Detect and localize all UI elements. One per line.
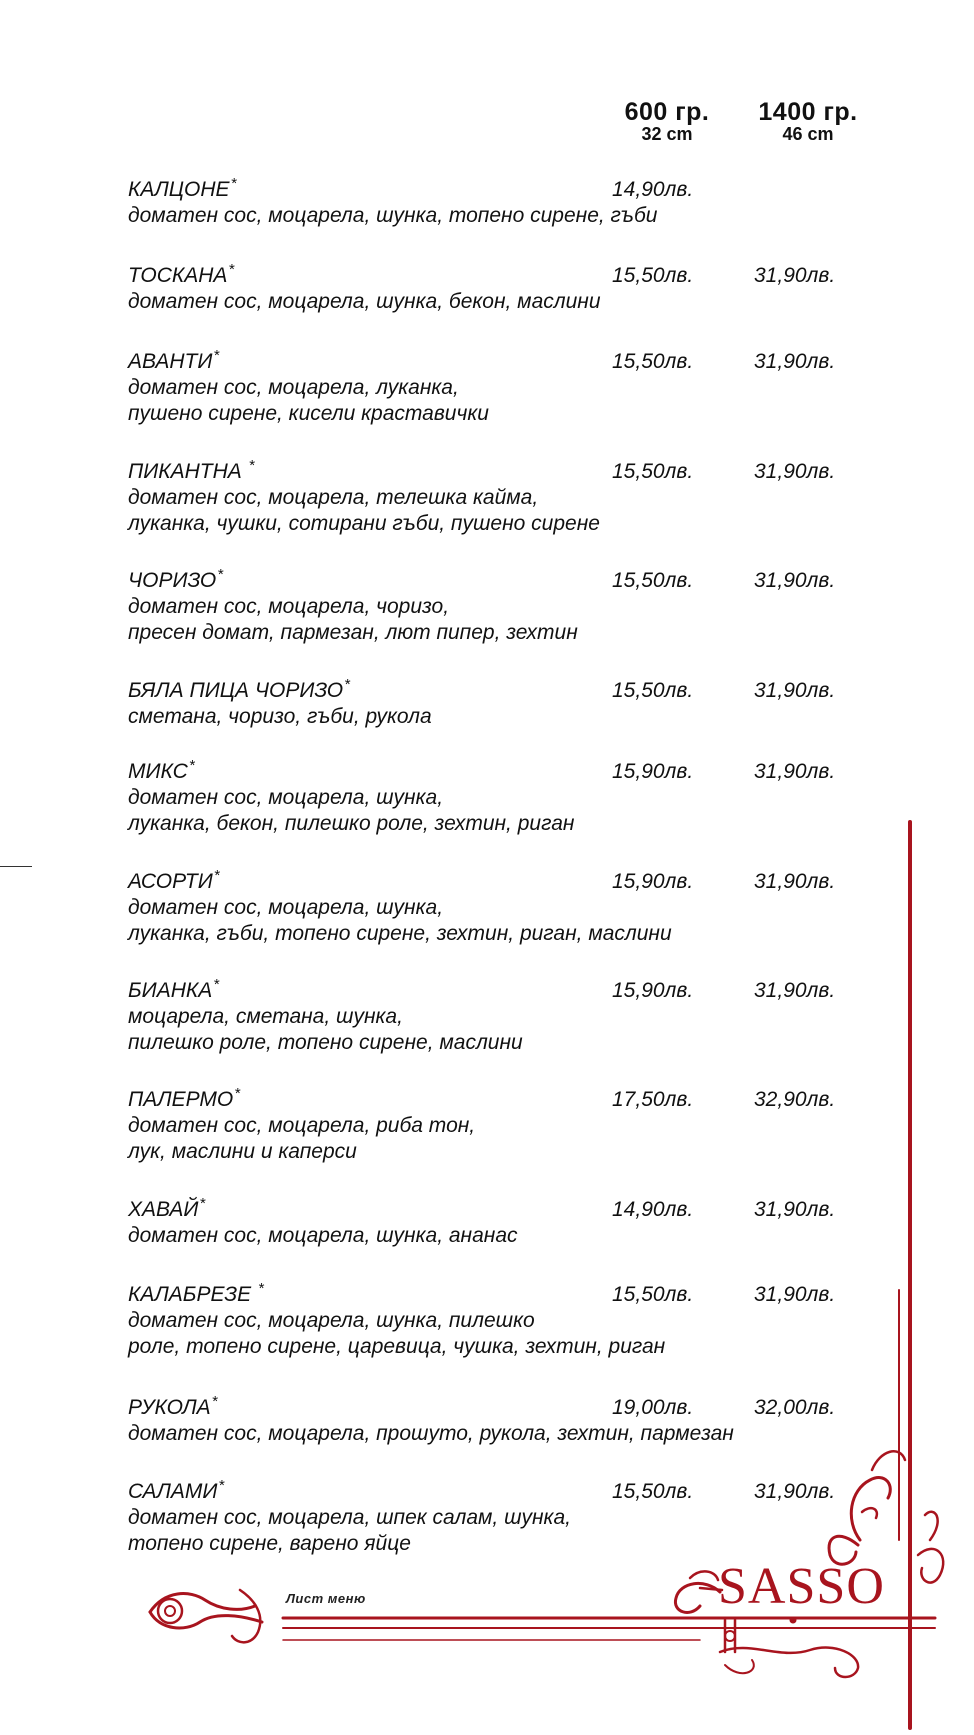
margin-tick bbox=[0, 866, 32, 867]
item-description: пилешко роле, топено сирене, маслини bbox=[128, 1031, 523, 1054]
item-description: пресен домат, пармезан, лют пипер, зехтин bbox=[128, 621, 578, 644]
item-description: доматен сос, моцарела, шунка, пилешко bbox=[128, 1309, 535, 1332]
item-description: доматен сос, моцарела, шунка, бекон, маслини bbox=[128, 290, 601, 313]
price-small: 15,90лв. bbox=[612, 760, 694, 783]
price-large: 32,00лв. bbox=[754, 1396, 836, 1419]
price-small: 15,50лв. bbox=[612, 1480, 694, 1503]
item-name: ПАЛЕРМО* bbox=[128, 1085, 241, 1111]
item-name: БИАНКА* bbox=[128, 976, 220, 1002]
item-description: доматен сос, моцарела, шунка, bbox=[128, 786, 444, 809]
menu-item bbox=[128, 349, 868, 427]
price-small: 15,50лв. bbox=[612, 264, 694, 287]
price-large: 31,90лв. bbox=[754, 1480, 836, 1503]
item-description: роле, топено сирене, царевица, чушка, зехтин, риган bbox=[128, 1335, 666, 1358]
item-description: доматен сос, моцарела, шунка, топено сирене, гъби bbox=[128, 204, 658, 227]
price-small: 15,50лв. bbox=[612, 679, 694, 702]
price-large: 31,90лв. bbox=[754, 569, 836, 592]
item-name: МИКС* bbox=[128, 757, 195, 783]
size-weight: 1400 гр. bbox=[758, 98, 858, 126]
item-name: ЧОРИЗО* bbox=[128, 566, 224, 592]
item-description: лук, маслини и каперси bbox=[128, 1140, 357, 1163]
price-small: 15,50лв. bbox=[612, 350, 694, 373]
price-large: 31,90лв. bbox=[754, 1283, 836, 1306]
price-small: 15,90лв. bbox=[612, 870, 694, 893]
price-large: 31,90лв. bbox=[754, 870, 836, 893]
item-name: БЯЛА ПИЦА ЧОРИЗО* bbox=[128, 676, 350, 702]
item-description: топено сирене, варено яйце bbox=[128, 1532, 411, 1555]
price-large: 31,90лв. bbox=[754, 1198, 836, 1221]
menu-item bbox=[128, 1197, 868, 1249]
price-large: 31,90лв. bbox=[754, 979, 836, 1002]
price-small: 15,50лв. bbox=[612, 1283, 694, 1306]
menu-item bbox=[128, 978, 868, 1056]
size-header-small bbox=[612, 99, 722, 143]
price-large: 31,90лв. bbox=[754, 460, 836, 483]
menu-item bbox=[128, 1479, 868, 1557]
price-large: 31,90лв. bbox=[754, 679, 836, 702]
item-description: доматен сос, моцарела, телешка кайма, bbox=[128, 486, 539, 509]
size-diameter: 46 cm bbox=[782, 124, 834, 144]
menu-item bbox=[128, 1087, 868, 1165]
corner-swirl bbox=[918, 1549, 943, 1583]
item-name: ХАВАЙ* bbox=[128, 1195, 206, 1221]
menu-item bbox=[128, 678, 868, 730]
size-diameter: 32 cm bbox=[641, 124, 693, 144]
price-small: 15,90лв. bbox=[612, 979, 694, 1002]
menu-item bbox=[128, 869, 868, 947]
price-small: 17,50лв. bbox=[612, 1088, 694, 1111]
price-large: 32,90лв. bbox=[754, 1088, 836, 1111]
item-name: КАЛЦОНЕ* bbox=[128, 175, 237, 201]
item-name: АВАНТИ* bbox=[128, 347, 220, 373]
menu-item bbox=[128, 263, 868, 315]
item-description: доматен сос, моцарела, шунка, bbox=[128, 896, 444, 919]
item-name: ТОСКАНА* bbox=[128, 261, 235, 287]
item-description: доматен сос, моцарела, прошуто, рукола, зехтин, пармезан bbox=[128, 1422, 734, 1445]
item-name: АСОРТИ* bbox=[128, 867, 220, 893]
size-header-large bbox=[749, 99, 867, 143]
bottom-scroll bbox=[720, 1648, 858, 1677]
item-description: луканка, чушки, сотирани гъби, пушено сирене bbox=[128, 512, 600, 535]
price-small: 15,50лв. bbox=[612, 569, 694, 592]
price-large: 31,90лв. bbox=[754, 264, 836, 287]
left-swirl bbox=[150, 1594, 255, 1612]
menu-item bbox=[128, 1282, 868, 1360]
item-description: пушено сирене, кисели краставички bbox=[128, 402, 489, 425]
menu-item bbox=[128, 177, 868, 229]
item-name: САЛАМИ* bbox=[128, 1477, 225, 1503]
item-description: доматен сос, моцарела, риба тон, bbox=[128, 1114, 476, 1137]
item-name: КАЛАБРЕЗЕ * bbox=[128, 1280, 264, 1306]
menu-item bbox=[128, 568, 868, 646]
footer-label: Лист меню bbox=[286, 1591, 366, 1606]
price-large: 31,90лв. bbox=[754, 760, 836, 783]
item-description: моцарела, сметана, шунка, bbox=[128, 1005, 403, 1028]
item-description: луканка, гъби, топено сирене, зехтин, риган, маслини bbox=[128, 922, 672, 945]
left-swirl bbox=[150, 1612, 262, 1628]
menu-item bbox=[128, 1395, 868, 1447]
menu-item bbox=[128, 459, 868, 537]
price-small: 15,50лв. bbox=[612, 460, 694, 483]
item-description: доматен сос, моцарела, шунка, ананас bbox=[128, 1224, 518, 1247]
price-small: 14,90лв. bbox=[612, 178, 694, 201]
item-name: ПИКАНТНА * bbox=[128, 457, 255, 483]
item-description: доматен сос, моцарела, чоризо, bbox=[128, 595, 450, 618]
item-description: доматен сос, моцарела, луканка, bbox=[128, 376, 459, 399]
item-description: сметана, чоризо, гъби, рукола bbox=[128, 705, 432, 728]
price-small: 14,90лв. bbox=[612, 1198, 694, 1221]
item-description: луканка, бекон, пилешко роле, зехтин, риган bbox=[128, 812, 575, 835]
logo-text: SASSO bbox=[718, 1558, 885, 1615]
price-small: 19,00лв. bbox=[612, 1396, 694, 1419]
size-weight: 600 гр. bbox=[624, 98, 710, 126]
menu-item bbox=[128, 759, 868, 837]
item-description: доматен сос, моцарела, шпек салам, шунка, bbox=[128, 1506, 571, 1529]
logo-swirl bbox=[675, 1583, 720, 1612]
price-large: 31,90лв. bbox=[754, 350, 836, 373]
item-name: РУКОЛА* bbox=[128, 1393, 218, 1419]
